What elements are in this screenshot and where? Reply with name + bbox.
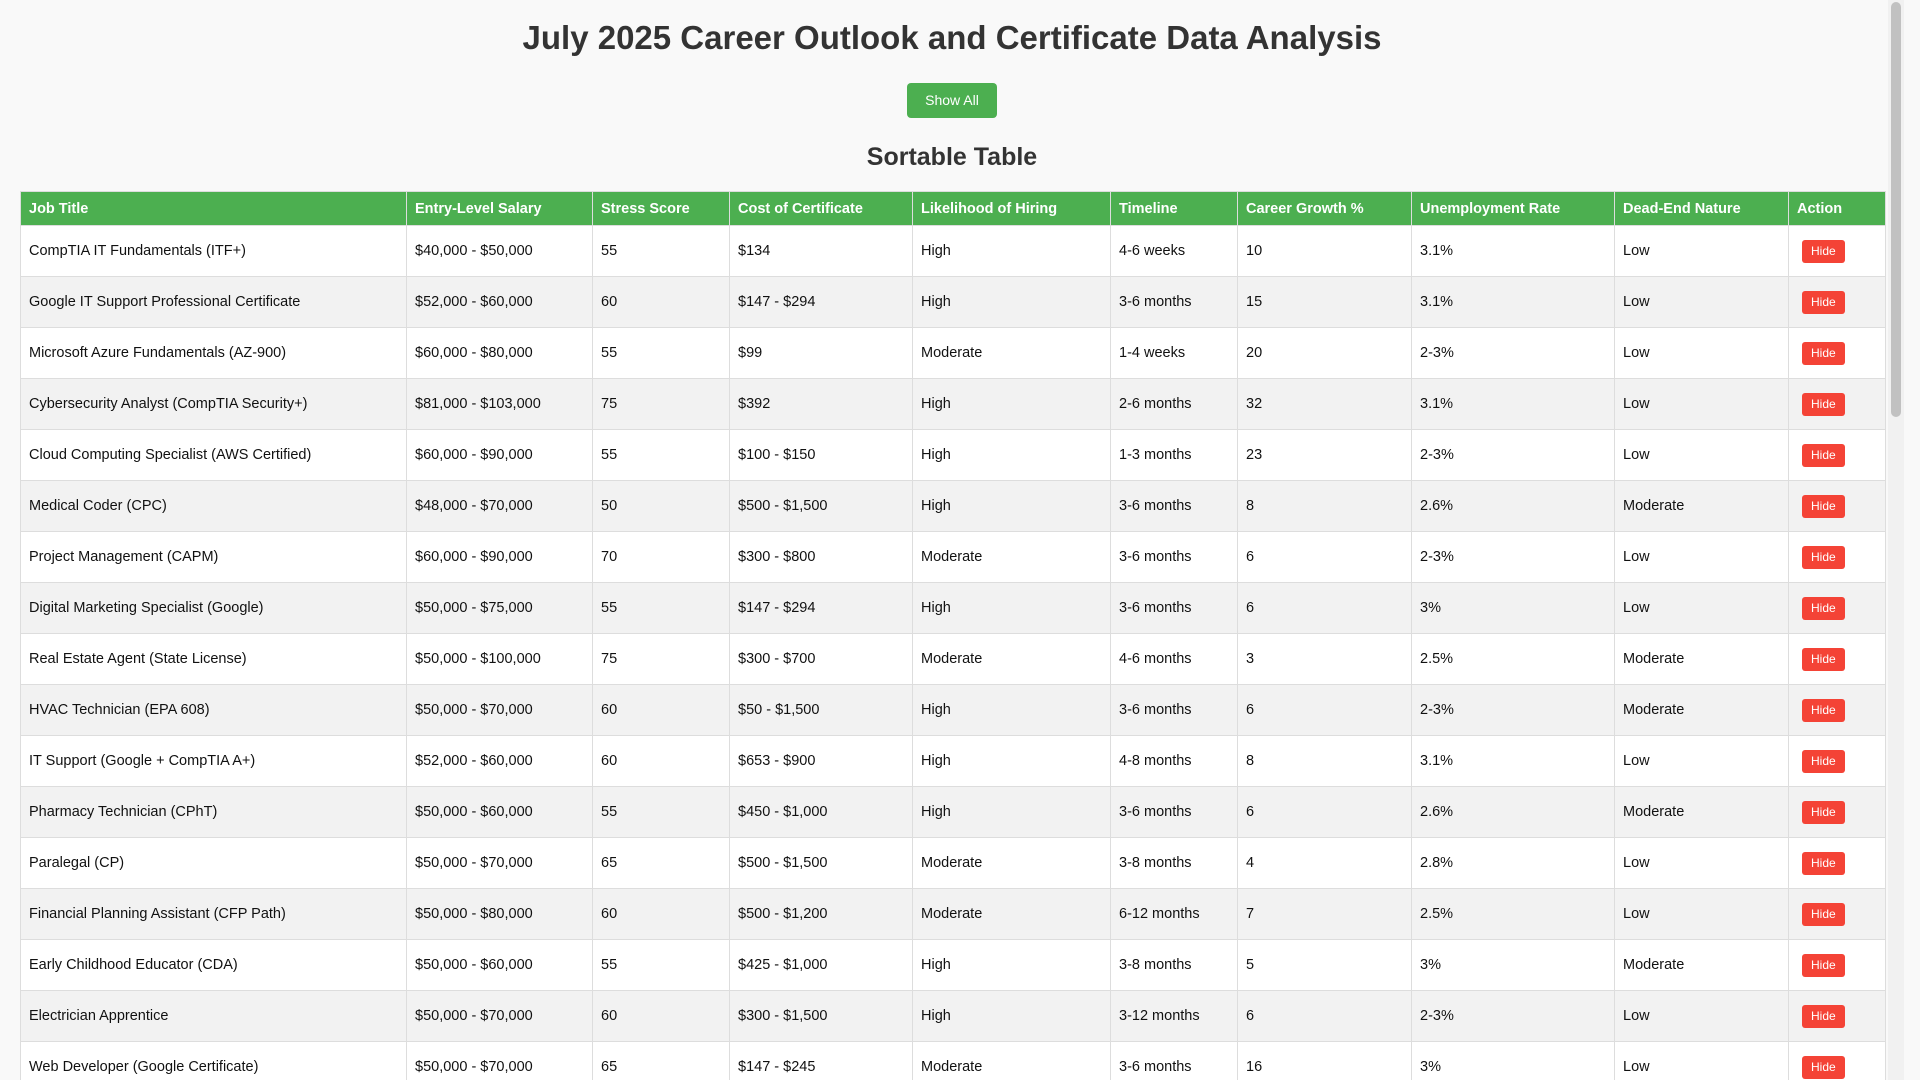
- column-header-action[interactable]: Action: [1789, 192, 1886, 226]
- table-cell: $50,000 - $70,000: [407, 838, 593, 889]
- hide-button[interactable]: Hide: [1802, 903, 1845, 926]
- table-cell: 65: [593, 1042, 730, 1080]
- table-cell: 3-6 months: [1111, 1042, 1238, 1080]
- table-row: [21, 532, 1886, 583]
- table-cell: $300 - $700: [730, 634, 913, 685]
- action-cell: [1789, 379, 1886, 430]
- table-cell: 2.6%: [1412, 787, 1615, 838]
- table-cell: 3-8 months: [1111, 940, 1238, 991]
- table-row: [21, 991, 1886, 1042]
- table-cell: 3-6 months: [1111, 532, 1238, 583]
- table-cell: Electrician Apprentice: [21, 991, 407, 1042]
- table-cell: 4-6 months: [1111, 634, 1238, 685]
- table-cell: 10: [1238, 226, 1412, 277]
- table-cell: $500 - $1,500: [730, 481, 913, 532]
- table-cell: 3%: [1412, 583, 1615, 634]
- table-cell: $50 - $1,500: [730, 685, 913, 736]
- table-row: [21, 736, 1886, 787]
- table-cell: 15: [1238, 277, 1412, 328]
- table-cell: $40,000 - $50,000: [407, 226, 593, 277]
- table-cell: High: [913, 430, 1111, 481]
- action-cell: [1789, 736, 1886, 787]
- table-cell: 55: [593, 583, 730, 634]
- table-row: [21, 277, 1886, 328]
- table-cell: 3: [1238, 634, 1412, 685]
- table-cell: $99: [730, 328, 913, 379]
- table-cell: High: [913, 277, 1111, 328]
- table-cell: Cloud Computing Specialist (AWS Certified): [21, 430, 407, 481]
- table-cell: $81,000 - $103,000: [407, 379, 593, 430]
- hide-button[interactable]: Hide: [1802, 342, 1845, 365]
- hide-button[interactable]: Hide: [1802, 291, 1845, 314]
- table-cell: Moderate: [913, 889, 1111, 940]
- action-cell: [1789, 430, 1886, 481]
- table-cell: 65: [593, 838, 730, 889]
- action-cell: [1789, 889, 1886, 940]
- table-cell: $500 - $1,200: [730, 889, 913, 940]
- action-cell: [1789, 328, 1886, 379]
- table-cell: CompTIA IT Fundamentals (ITF+): [21, 226, 407, 277]
- action-cell: [1789, 940, 1886, 991]
- action-cell: [1789, 838, 1886, 889]
- table-row: [21, 940, 1886, 991]
- table-row: [21, 634, 1886, 685]
- table-cell: Google IT Support Professional Certificate: [21, 277, 407, 328]
- table-cell: $425 - $1,000: [730, 940, 913, 991]
- table-cell: $48,000 - $70,000: [407, 481, 593, 532]
- table-cell: Low: [1615, 430, 1789, 481]
- table-cell: Moderate: [1615, 685, 1789, 736]
- table-cell: 20: [1238, 328, 1412, 379]
- table-cell: 5: [1238, 940, 1412, 991]
- sortable-table: [20, 191, 1886, 1080]
- table-cell: Financial Planning Assistant (CFP Path): [21, 889, 407, 940]
- table-row: [21, 838, 1886, 889]
- table-cell: Paralegal (CP): [21, 838, 407, 889]
- action-cell: [1789, 787, 1886, 838]
- table-cell: 6: [1238, 583, 1412, 634]
- table-cell: 32: [1238, 379, 1412, 430]
- table-cell: Low: [1615, 838, 1789, 889]
- table-row: [21, 889, 1886, 940]
- hide-button[interactable]: Hide: [1802, 1005, 1845, 1028]
- table-row: [21, 328, 1886, 379]
- table-cell: 3-6 months: [1111, 481, 1238, 532]
- table-cell: 3-12 months: [1111, 991, 1238, 1042]
- table-cell: 2-3%: [1412, 991, 1615, 1042]
- hide-button[interactable]: Hide: [1802, 495, 1845, 518]
- table-cell: $500 - $1,500: [730, 838, 913, 889]
- table-cell: Moderate: [913, 328, 1111, 379]
- table-cell: $134: [730, 226, 913, 277]
- table-cell: 6: [1238, 787, 1412, 838]
- table-cell: 23: [1238, 430, 1412, 481]
- vertical-scrollbar[interactable]: [1888, 0, 1904, 1080]
- table-cell: High: [913, 379, 1111, 430]
- table-cell: Moderate: [1615, 787, 1789, 838]
- table-cell: Moderate: [1615, 481, 1789, 532]
- action-cell: [1789, 226, 1886, 277]
- table-cell: Low: [1615, 277, 1789, 328]
- column-header-likelihood-of-hiring[interactable]: Likelihood of Hiring: [913, 192, 1111, 226]
- table-cell: Digital Marketing Specialist (Google): [21, 583, 407, 634]
- table-cell: High: [913, 787, 1111, 838]
- table-cell: High: [913, 736, 1111, 787]
- hide-button[interactable]: Hide: [1802, 444, 1845, 467]
- column-header-unemployment-rate[interactable]: Unemployment Rate: [1412, 192, 1615, 226]
- table-cell: IT Support (Google + CompTIA A+): [21, 736, 407, 787]
- table-cell: Low: [1615, 1042, 1789, 1080]
- table-cell: Moderate: [913, 532, 1111, 583]
- table-cell: $100 - $150: [730, 430, 913, 481]
- table-row: [21, 1042, 1886, 1080]
- action-cell: [1789, 532, 1886, 583]
- table-cell: 2-3%: [1412, 328, 1615, 379]
- table-cell: Project Management (CAPM): [21, 532, 407, 583]
- table-cell: 3.1%: [1412, 226, 1615, 277]
- column-header-stress-score[interactable]: Stress Score: [593, 192, 730, 226]
- table-cell: Moderate: [1615, 940, 1789, 991]
- action-cell: [1789, 685, 1886, 736]
- table-cell: Web Developer (Google Certificate): [21, 1042, 407, 1080]
- table-cell: $50,000 - $60,000: [407, 787, 593, 838]
- table-cell: Low: [1615, 328, 1789, 379]
- table-cell: 3-6 months: [1111, 277, 1238, 328]
- hide-button[interactable]: Hide: [1802, 1056, 1845, 1079]
- column-header-job-title[interactable]: Job Title: [21, 192, 407, 226]
- table-cell: Medical Coder (CPC): [21, 481, 407, 532]
- table-header-row: [21, 192, 1886, 226]
- table-cell: Low: [1615, 736, 1789, 787]
- table-cell: 4-8 months: [1111, 736, 1238, 787]
- table-cell: Moderate: [913, 1042, 1111, 1080]
- table-cell: 2-3%: [1412, 430, 1615, 481]
- table-cell: Moderate: [1615, 634, 1789, 685]
- table-cell: Early Childhood Educator (CDA): [21, 940, 407, 991]
- table-cell: Real Estate Agent (State License): [21, 634, 407, 685]
- page-title: July 2025 Career Outlook and Certificate Data Analysis: [522, 19, 1382, 56]
- table-cell: 75: [593, 634, 730, 685]
- table-cell: 3-6 months: [1111, 685, 1238, 736]
- table-cell: 60: [593, 889, 730, 940]
- table-cell: 1-3 months: [1111, 430, 1238, 481]
- table-heading: Sortable Table: [866, 143, 1038, 171]
- table-cell: $300 - $1,500: [730, 991, 913, 1042]
- table-cell: Cybersecurity Analyst (CompTIA Security+): [21, 379, 407, 430]
- table-cell: 55: [593, 430, 730, 481]
- table-cell: 2-3%: [1412, 532, 1615, 583]
- table-cell: 2.5%: [1412, 634, 1615, 685]
- column-header-career-growth[interactable]: Career Growth %: [1238, 192, 1412, 226]
- table-cell: 70: [593, 532, 730, 583]
- table-cell: High: [913, 583, 1111, 634]
- action-cell: [1789, 277, 1886, 328]
- column-header-timeline[interactable]: Timeline: [1111, 192, 1238, 226]
- hide-button[interactable]: Hide: [1802, 852, 1845, 875]
- table-cell: $300 - $800: [730, 532, 913, 583]
- table-cell: Low: [1615, 583, 1789, 634]
- table-cell: $450 - $1,000: [730, 787, 913, 838]
- action-cell: [1789, 1042, 1886, 1080]
- hide-button[interactable]: Hide: [1802, 648, 1845, 671]
- table-cell: 4-6 weeks: [1111, 226, 1238, 277]
- table-cell: Microsoft Azure Fundamentals (AZ-900): [21, 328, 407, 379]
- table-row: [21, 583, 1886, 634]
- action-cell: [1789, 634, 1886, 685]
- table-cell: 3-6 months: [1111, 787, 1238, 838]
- table-cell: Low: [1615, 379, 1789, 430]
- show-all-button[interactable]: Show All: [907, 83, 997, 118]
- table-cell: $50,000 - $70,000: [407, 1042, 593, 1080]
- table-cell: High: [913, 940, 1111, 991]
- table-cell: 3.1%: [1412, 277, 1615, 328]
- hide-button[interactable]: Hide: [1802, 240, 1845, 263]
- table-row: [21, 430, 1886, 481]
- table-cell: $52,000 - $60,000: [407, 736, 593, 787]
- table-cell: HVAC Technician (EPA 608): [21, 685, 407, 736]
- table-cell: 55: [593, 328, 730, 379]
- table-cell: 3.1%: [1412, 379, 1615, 430]
- hide-button[interactable]: Hide: [1802, 546, 1845, 569]
- table-cell: $147 - $245: [730, 1042, 913, 1080]
- column-header-entry-level-salary[interactable]: Entry-Level Salary: [407, 192, 593, 226]
- table-cell: Moderate: [913, 838, 1111, 889]
- table-cell: 3%: [1412, 1042, 1615, 1080]
- table-cell: 3-8 months: [1111, 838, 1238, 889]
- table-cell: 16: [1238, 1042, 1412, 1080]
- table-row: [21, 685, 1886, 736]
- table-cell: 2.6%: [1412, 481, 1615, 532]
- table-cell: $50,000 - $80,000: [407, 889, 593, 940]
- column-header-dead-end-nature[interactable]: Dead-End Nature: [1615, 192, 1789, 226]
- hide-button[interactable]: Hide: [1802, 393, 1845, 416]
- table-cell: 60: [593, 736, 730, 787]
- table-cell: 2-3%: [1412, 685, 1615, 736]
- table-cell: 60: [593, 991, 730, 1042]
- table-cell: High: [913, 226, 1111, 277]
- table-cell: $392: [730, 379, 913, 430]
- action-cell: [1789, 481, 1886, 532]
- table-row: [21, 226, 1886, 277]
- table-cell: Low: [1615, 991, 1789, 1042]
- table-cell: 75: [593, 379, 730, 430]
- table-cell: $60,000 - $90,000: [407, 532, 593, 583]
- table-cell: Low: [1615, 889, 1789, 940]
- table-cell: $653 - $900: [730, 736, 913, 787]
- table-cell: 3.1%: [1412, 736, 1615, 787]
- table-cell: 6: [1238, 685, 1412, 736]
- table-cell: High: [913, 991, 1111, 1042]
- table-row: [21, 481, 1886, 532]
- hide-button[interactable]: Hide: [1802, 801, 1845, 824]
- table-cell: 55: [593, 940, 730, 991]
- table-cell: $60,000 - $90,000: [407, 430, 593, 481]
- table-cell: 2.5%: [1412, 889, 1615, 940]
- table-cell: Low: [1615, 532, 1789, 583]
- table-cell: $60,000 - $80,000: [407, 328, 593, 379]
- table-cell: 1-4 weeks: [1111, 328, 1238, 379]
- table-cell: High: [913, 685, 1111, 736]
- hide-button[interactable]: Hide: [1802, 699, 1845, 722]
- table-cell: $50,000 - $75,000: [407, 583, 593, 634]
- column-header-cost-of-certificate[interactable]: Cost of Certificate: [730, 192, 913, 226]
- action-cell: [1789, 991, 1886, 1042]
- table-cell: $50,000 - $60,000: [407, 940, 593, 991]
- table-cell: 6: [1238, 991, 1412, 1042]
- table-cell: $147 - $294: [730, 583, 913, 634]
- table-row: [21, 379, 1886, 430]
- table-cell: $147 - $294: [730, 277, 913, 328]
- table-row: [21, 787, 1886, 838]
- hide-button[interactable]: Hide: [1802, 597, 1845, 620]
- hide-button[interactable]: Hide: [1802, 954, 1845, 977]
- table-cell: 55: [593, 226, 730, 277]
- table-cell: 2-6 months: [1111, 379, 1238, 430]
- hide-button[interactable]: Hide: [1802, 750, 1845, 773]
- table-cell: 50: [593, 481, 730, 532]
- table-cell: 2.8%: [1412, 838, 1615, 889]
- table-cell: 8: [1238, 481, 1412, 532]
- table-cell: 7: [1238, 889, 1412, 940]
- table-cell: 8: [1238, 736, 1412, 787]
- table-cell: 6-12 months: [1111, 889, 1238, 940]
- table-body: [21, 226, 1886, 1080]
- table-cell: Moderate: [913, 634, 1111, 685]
- table-cell: 3-6 months: [1111, 583, 1238, 634]
- action-cell: [1789, 583, 1886, 634]
- table-cell: 4: [1238, 838, 1412, 889]
- table-cell: $50,000 - $100,000: [407, 634, 593, 685]
- table-cell: Low: [1615, 226, 1789, 277]
- table-cell: $52,000 - $60,000: [407, 277, 593, 328]
- scrollbar-thumb[interactable]: [1891, 2, 1901, 417]
- table-cell: Pharmacy Technician (CPhT): [21, 787, 407, 838]
- table-cell: 6: [1238, 532, 1412, 583]
- table-cell: 3%: [1412, 940, 1615, 991]
- table-cell: $50,000 - $70,000: [407, 685, 593, 736]
- table-cell: 60: [593, 685, 730, 736]
- table-cell: 55: [593, 787, 730, 838]
- table-cell: $50,000 - $70,000: [407, 991, 593, 1042]
- table-cell: High: [913, 481, 1111, 532]
- table-cell: 60: [593, 277, 730, 328]
- show-all-container: [0, 83, 1904, 118]
